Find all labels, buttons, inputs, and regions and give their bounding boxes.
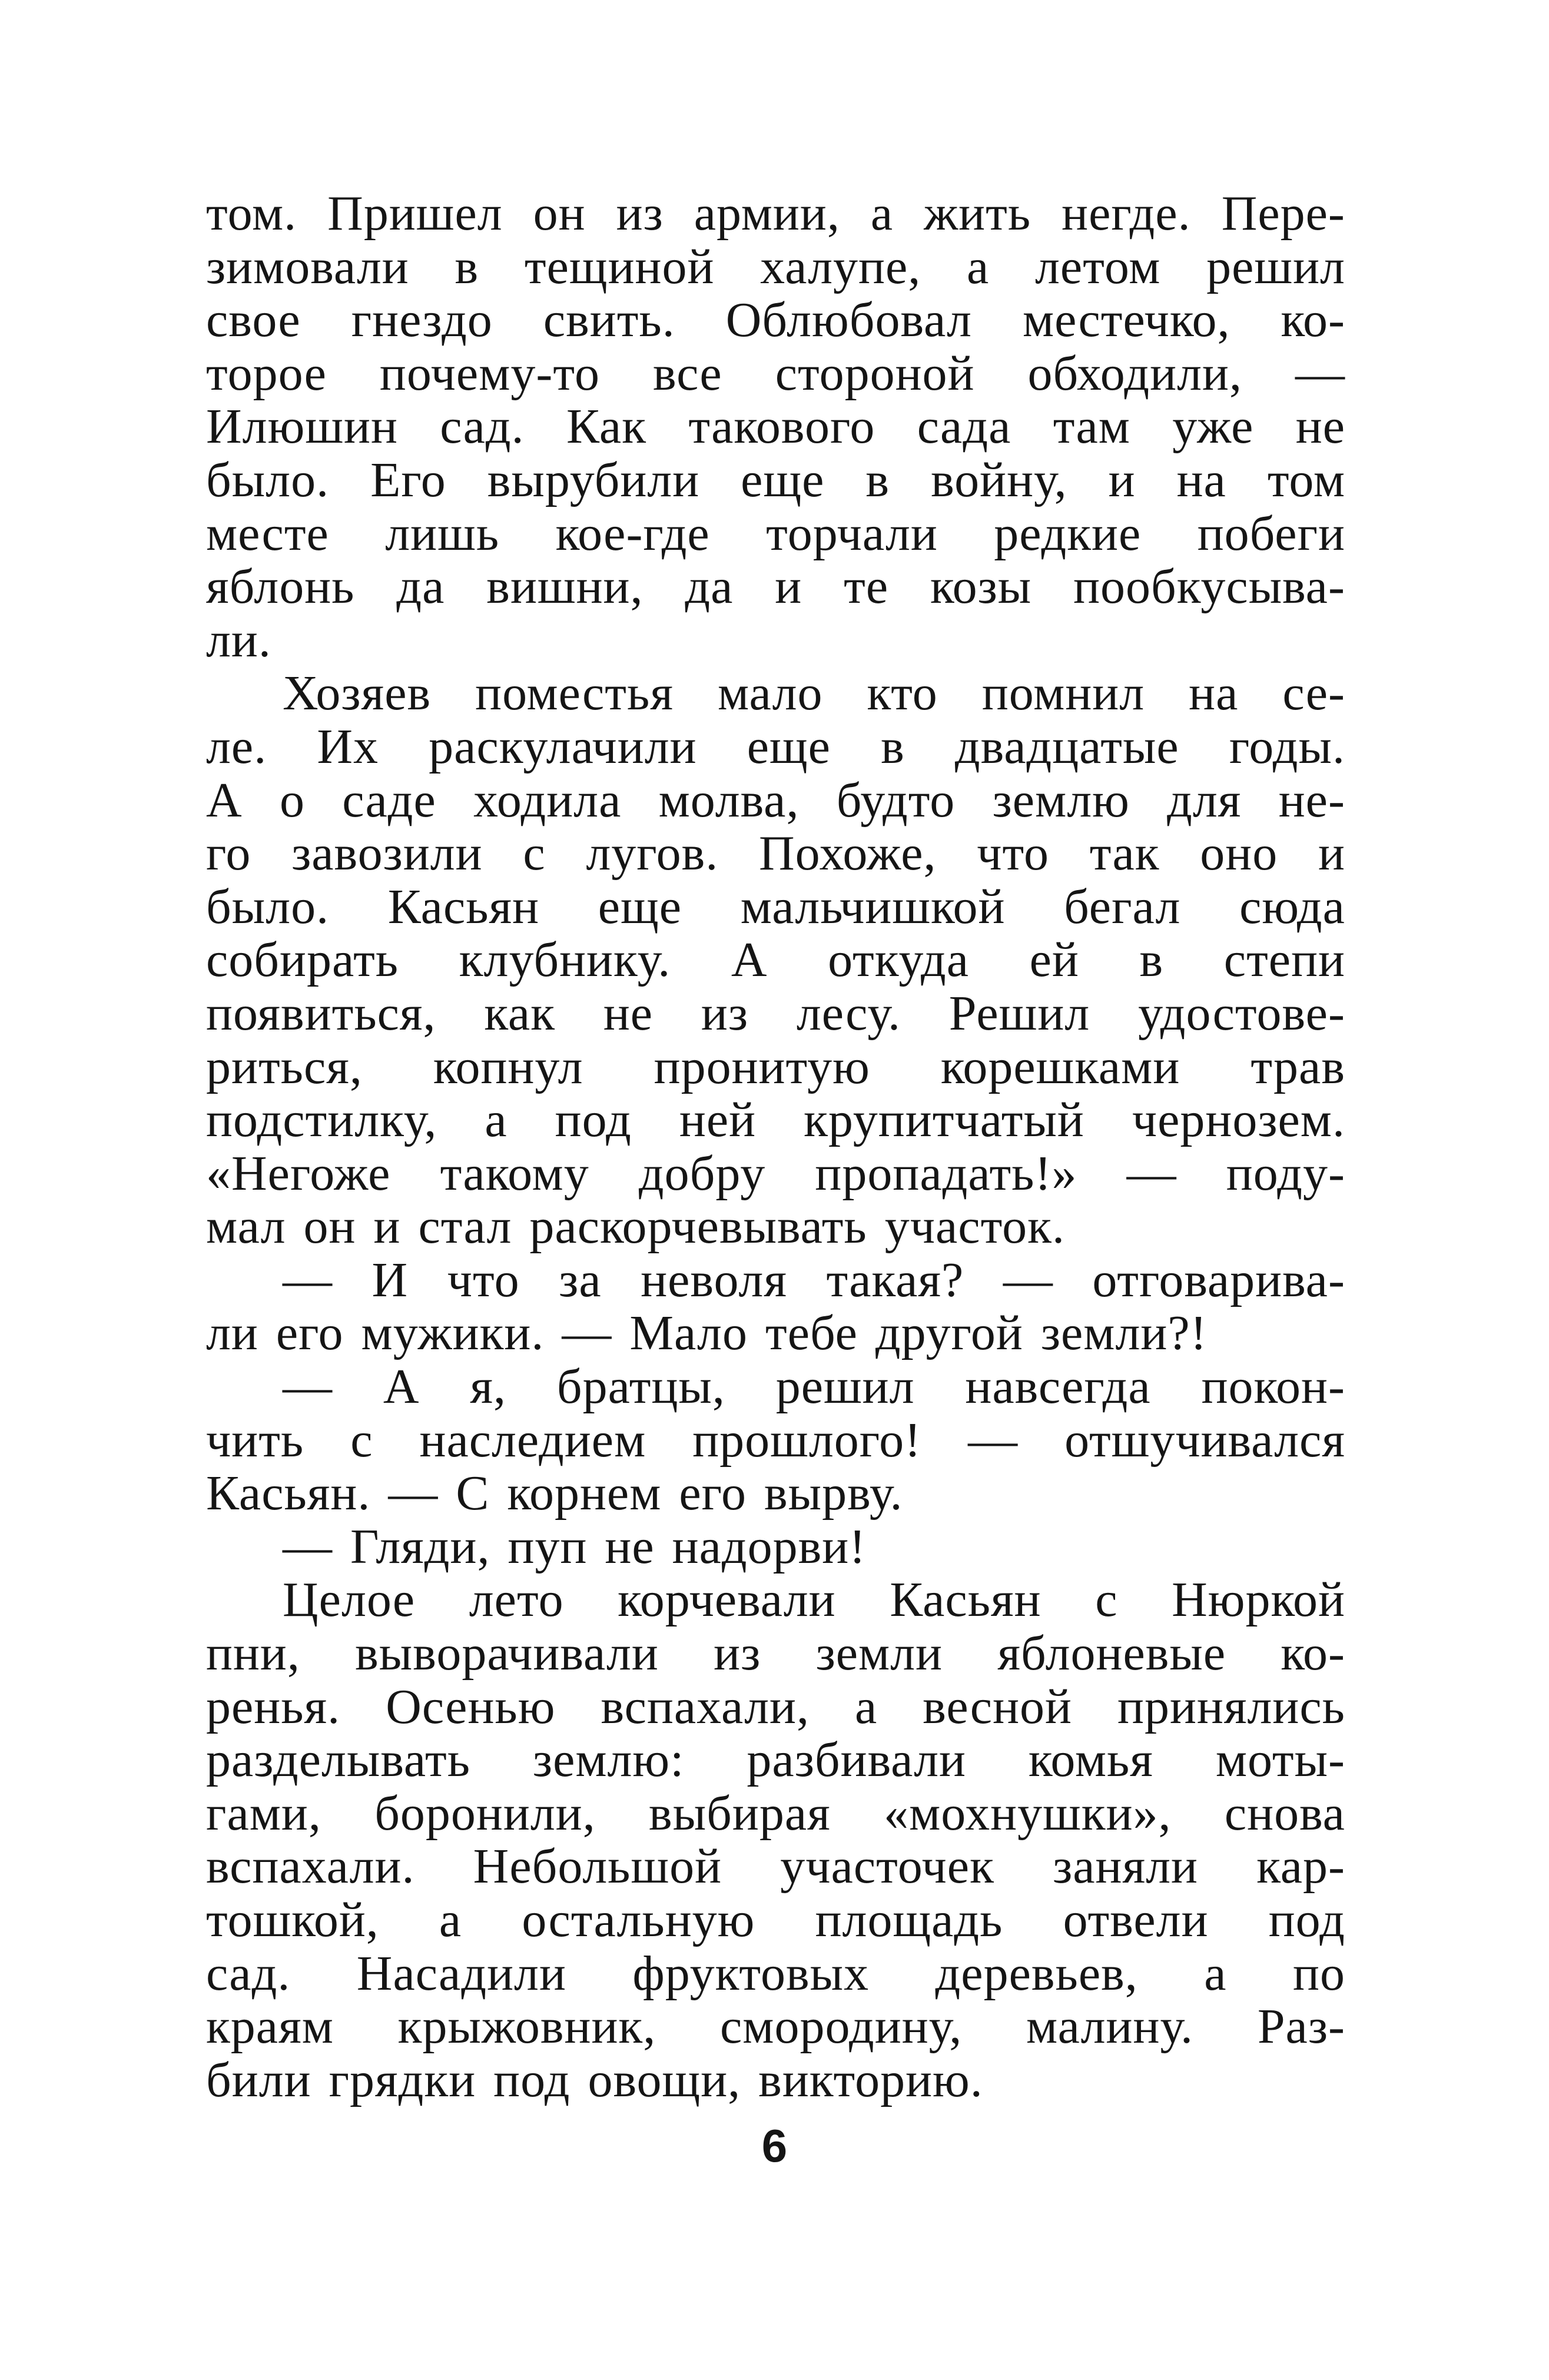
word: неволя <box>641 1252 787 1307</box>
word: Насадили <box>356 1946 566 2001</box>
word: земли?! <box>1040 1306 1208 1361</box>
word: гнездо <box>351 293 493 348</box>
word: что <box>977 826 1050 881</box>
word: прошлого! <box>692 1412 922 1468</box>
word: летом <box>1035 239 1161 294</box>
word: козы <box>930 559 1032 615</box>
word: площадь <box>815 1893 1003 1947</box>
word: кар- <box>1256 1839 1345 1894</box>
word: другой <box>875 1306 1023 1361</box>
word: земли <box>815 1626 943 1681</box>
word: — <box>1126 1146 1177 1201</box>
word: в <box>881 719 905 774</box>
word: побеги <box>1197 506 1345 561</box>
word: лесу. <box>796 985 901 1041</box>
word: том. <box>206 186 297 241</box>
word: И <box>372 1252 409 1307</box>
word: обходили, <box>1027 346 1242 401</box>
word: овощи, <box>588 2052 741 2107</box>
word: копнул <box>433 1039 583 1094</box>
word: а <box>439 1893 462 1947</box>
word: сад. <box>440 399 525 454</box>
text-line <box>206 1574 1345 1627</box>
word: вишни, <box>486 559 644 615</box>
word: С <box>456 1466 490 1521</box>
word: трав <box>1251 1039 1345 1094</box>
word: за <box>559 1252 602 1307</box>
word: — <box>388 1466 439 1521</box>
word: — <box>562 1306 612 1361</box>
word: Нюркой <box>1172 1572 1345 1628</box>
word: раскорчевывать <box>529 1199 867 1254</box>
word: пронитую <box>654 1039 870 1094</box>
word: на <box>1176 452 1226 507</box>
word: из <box>616 186 664 241</box>
word: — <box>1295 346 1345 401</box>
word: го <box>206 826 251 881</box>
word: землю <box>992 772 1130 828</box>
word: тошкой, <box>206 1893 379 1947</box>
word: а <box>966 239 990 294</box>
word: с <box>523 826 546 881</box>
word: откуда <box>828 932 970 988</box>
word: остальную <box>522 1893 755 1947</box>
word: Пришел <box>327 186 503 241</box>
word: стал <box>418 1199 512 1254</box>
word: пуп <box>508 1519 588 1574</box>
word: землю: <box>532 1732 685 1788</box>
text-line <box>206 721 1345 774</box>
word: Небольшой <box>473 1839 722 1894</box>
word: да <box>396 559 445 615</box>
text-line <box>206 934 1345 987</box>
word: принялись <box>1117 1679 1345 1734</box>
word: а <box>870 186 894 241</box>
word: мал <box>206 1199 286 1254</box>
word: не- <box>1278 772 1345 828</box>
word: «мохнушки», <box>884 1785 1172 1841</box>
word: Осенью <box>386 1679 556 1734</box>
word: отшучивался <box>1064 1412 1345 1468</box>
word: тебе <box>765 1306 858 1361</box>
word: Касьян <box>387 879 540 934</box>
word: отвели <box>1063 1893 1209 1947</box>
word: чернозем. <box>1132 1093 1345 1148</box>
word: добру <box>638 1146 766 1201</box>
text-line <box>206 1360 1345 1414</box>
text-line <box>206 1947 1345 2001</box>
word: корчевали <box>618 1572 836 1628</box>
text-line <box>206 987 1345 1041</box>
word: Мало <box>629 1306 748 1361</box>
word: не <box>603 985 654 1041</box>
word: крупитчатый <box>804 1093 1084 1148</box>
word: ко- <box>1281 293 1345 348</box>
word: появиться, <box>206 985 436 1041</box>
word: торчали <box>766 506 938 561</box>
word: подстилку, <box>206 1093 437 1148</box>
word: все <box>652 346 722 401</box>
word: те <box>844 559 889 615</box>
word: из <box>714 1626 761 1681</box>
text-line <box>206 2000 1345 2054</box>
word: — <box>968 1412 1019 1468</box>
word: такому <box>440 1146 589 1201</box>
word: грядки <box>329 2052 476 2107</box>
word: с <box>350 1412 373 1468</box>
word: чить <box>206 1412 304 1468</box>
word: бегал <box>1064 879 1181 934</box>
word: под <box>555 1093 632 1148</box>
text-line <box>206 507 1345 561</box>
word: Пере- <box>1221 186 1345 241</box>
text-line <box>206 1200 1345 1254</box>
word: такового <box>688 399 875 454</box>
word: крыжовник, <box>397 1999 656 2054</box>
word: риться, <box>206 1039 363 1094</box>
word: «Негоже <box>206 1146 391 1201</box>
word: почему-то <box>379 346 600 401</box>
word: выворачивали <box>355 1626 659 1681</box>
word: пни, <box>206 1626 300 1681</box>
text-line <box>206 1094 1345 1147</box>
word: отговарива- <box>1092 1252 1345 1307</box>
word: вырубили <box>487 452 700 507</box>
text-line <box>206 294 1345 347</box>
word: и <box>373 1199 401 1254</box>
word: еще <box>598 879 682 934</box>
word: — <box>283 1359 333 1415</box>
word: собирать <box>206 932 399 988</box>
word: редкие <box>994 506 1142 561</box>
word: — <box>283 1252 333 1307</box>
word: ли. <box>206 612 271 668</box>
word: пообкусыва- <box>1073 559 1345 615</box>
word: сюда <box>1239 879 1345 934</box>
word: яблонь <box>206 559 355 615</box>
word: его <box>679 1466 747 1521</box>
word: ренья. <box>206 1679 341 1734</box>
word: деревьев, <box>935 1946 1138 2001</box>
text-line <box>206 1840 1345 1894</box>
text-line <box>206 1414 1345 1468</box>
word: еще <box>741 452 825 507</box>
word: моты- <box>1215 1732 1345 1788</box>
text-line <box>206 1254 1345 1307</box>
word: там <box>1053 399 1130 454</box>
word: он <box>303 1199 356 1254</box>
word: да <box>685 559 734 615</box>
word: под <box>493 2052 570 2107</box>
word: так <box>1089 826 1160 881</box>
text-line <box>206 560 1345 614</box>
word: мужики. <box>361 1306 545 1361</box>
word: поду- <box>1226 1146 1345 1201</box>
word: степи <box>1223 932 1345 988</box>
word: Касьян. <box>206 1466 371 1521</box>
word: вспахали. <box>206 1839 415 1894</box>
word: вспахали, <box>601 1679 810 1734</box>
word: с <box>1095 1572 1118 1628</box>
word: весной <box>923 1679 1072 1734</box>
word: стороной <box>775 346 975 401</box>
word: участочек <box>780 1839 994 1894</box>
text-line <box>206 1307 1345 1360</box>
word: Их <box>317 719 379 774</box>
word: решил <box>775 1359 915 1415</box>
word: А <box>383 1359 420 1415</box>
word: ле. <box>206 719 267 774</box>
word: краям <box>206 1999 334 2054</box>
word: помнил <box>981 666 1145 721</box>
text-line <box>206 1467 1345 1521</box>
word: ко- <box>1281 1626 1345 1681</box>
word: пропадать!» <box>815 1146 1077 1201</box>
text-line <box>206 1627 1345 1681</box>
text-line <box>206 1734 1345 1787</box>
word: ходила <box>473 772 622 828</box>
word: по <box>1292 1946 1345 2001</box>
word: кое-где <box>555 506 710 561</box>
word: будто <box>836 772 956 828</box>
word: разбивали <box>747 1732 967 1788</box>
word: наследием <box>419 1412 646 1468</box>
word: свое <box>206 293 301 348</box>
word: мальчишкой <box>740 879 1006 934</box>
word: надорви! <box>672 1519 867 1574</box>
word: жить <box>924 186 1031 241</box>
text-line <box>206 2054 1345 2107</box>
word: месте <box>206 506 329 561</box>
word: били <box>206 2052 311 2107</box>
word: и <box>1108 452 1136 507</box>
text-line <box>206 1681 1345 1734</box>
word: а <box>1204 1946 1227 2001</box>
word: удостове- <box>1138 985 1345 1041</box>
word: не <box>1295 399 1345 454</box>
word: покон- <box>1201 1359 1345 1415</box>
word: яблоневые <box>997 1626 1226 1681</box>
word: клубнику. <box>459 932 671 988</box>
text-line <box>206 454 1345 507</box>
word: такая? <box>826 1252 964 1307</box>
word: А <box>731 932 768 988</box>
word: годы. <box>1229 719 1345 774</box>
word: боронили, <box>374 1785 596 1841</box>
word: — <box>1003 1252 1053 1307</box>
word: — <box>283 1519 333 1574</box>
word: решил <box>1206 239 1345 294</box>
word: смородину, <box>720 1999 963 2054</box>
word: Гляди, <box>350 1519 490 1574</box>
word: Похоже, <box>759 826 937 881</box>
word: в <box>865 452 890 507</box>
word: разделывать <box>206 1732 471 1788</box>
word: саде <box>342 772 436 828</box>
word: а <box>854 1679 878 1734</box>
word: двадцатые <box>954 719 1179 774</box>
word: халупе, <box>760 239 921 294</box>
word: Касьян <box>890 1572 1041 1628</box>
word: братцы, <box>556 1359 725 1415</box>
text-line <box>206 187 1345 241</box>
word: лишь <box>385 506 500 561</box>
word: Целое <box>283 1572 416 1628</box>
word: армии, <box>694 186 840 241</box>
word: сад. <box>206 1946 291 2001</box>
word: оно <box>1200 826 1278 881</box>
word: выбирая <box>649 1785 831 1841</box>
word: на <box>1189 666 1239 721</box>
word: было. <box>206 879 330 934</box>
word: негде. <box>1062 186 1191 241</box>
word: Его <box>370 452 446 507</box>
word: кто <box>867 666 938 721</box>
word: том <box>1267 452 1345 507</box>
word: как <box>484 985 556 1041</box>
word: лето <box>469 1572 564 1628</box>
word: он <box>533 186 586 241</box>
word: фруктовых <box>632 1946 870 2001</box>
text-line <box>206 241 1345 294</box>
text-line <box>206 614 1345 668</box>
text-line <box>206 827 1345 881</box>
word: из <box>701 985 749 1041</box>
word: Раз- <box>1257 1999 1345 2054</box>
text-line <box>206 1041 1345 1094</box>
word: тещиной <box>524 239 715 294</box>
word: ей <box>1029 932 1079 988</box>
word: мало <box>717 666 823 721</box>
word: корнем <box>507 1466 662 1521</box>
word: его <box>276 1306 344 1361</box>
word: Как <box>566 399 646 454</box>
text-line <box>206 881 1345 934</box>
text-line <box>206 1147 1345 1201</box>
word: для <box>1167 772 1242 828</box>
word: торое <box>206 346 327 401</box>
word: и <box>775 559 802 615</box>
word: лугов. <box>586 826 719 881</box>
word: а <box>485 1093 508 1148</box>
word: поместья <box>475 666 674 721</box>
word: зимовали <box>206 239 409 294</box>
word: я, <box>470 1359 507 1415</box>
word: заняли <box>1053 1839 1199 1894</box>
word: ли <box>206 1306 258 1361</box>
word: местечко, <box>1022 293 1230 348</box>
word: снова <box>1224 1785 1345 1841</box>
text-line <box>206 667 1345 721</box>
word: о <box>279 772 305 828</box>
word: Хозяев <box>283 666 432 721</box>
word: А <box>206 772 243 828</box>
word: гами, <box>206 1785 321 1841</box>
word: еще <box>747 719 831 774</box>
word: не <box>605 1519 655 1574</box>
word: викторию. <box>758 2052 983 2107</box>
word: ней <box>679 1093 757 1148</box>
word: Облюбовал <box>725 293 972 348</box>
word: и <box>1318 826 1345 881</box>
word: под <box>1268 1893 1345 1947</box>
word: участок. <box>884 1199 1065 1254</box>
word: завозили <box>291 826 483 881</box>
text-line <box>206 1787 1345 1841</box>
word: свить. <box>543 293 675 348</box>
text-line <box>206 1894 1345 1947</box>
word: малину. <box>1026 1999 1194 2054</box>
word: уже <box>1172 399 1254 454</box>
page-number: 6 <box>761 2120 788 2172</box>
word: было. <box>206 452 330 507</box>
word: навсегда <box>965 1359 1151 1415</box>
text-line <box>206 347 1345 401</box>
text-line <box>206 1521 1345 1574</box>
text-line <box>206 400 1345 454</box>
word: сада <box>917 399 1011 454</box>
word: Илюшин <box>206 399 398 454</box>
word: корешками <box>940 1039 1180 1094</box>
word: молва, <box>658 772 800 828</box>
text-line <box>206 774 1345 828</box>
word: вырву. <box>764 1466 903 1521</box>
word: раскулачили <box>429 719 697 774</box>
word: что <box>447 1252 520 1307</box>
word: Решил <box>948 985 1090 1041</box>
word: войну, <box>931 452 1067 507</box>
word: в <box>1139 932 1164 988</box>
word: в <box>455 239 479 294</box>
word: комья <box>1028 1732 1153 1788</box>
word: се- <box>1282 666 1345 721</box>
body-text <box>206 187 1345 2107</box>
